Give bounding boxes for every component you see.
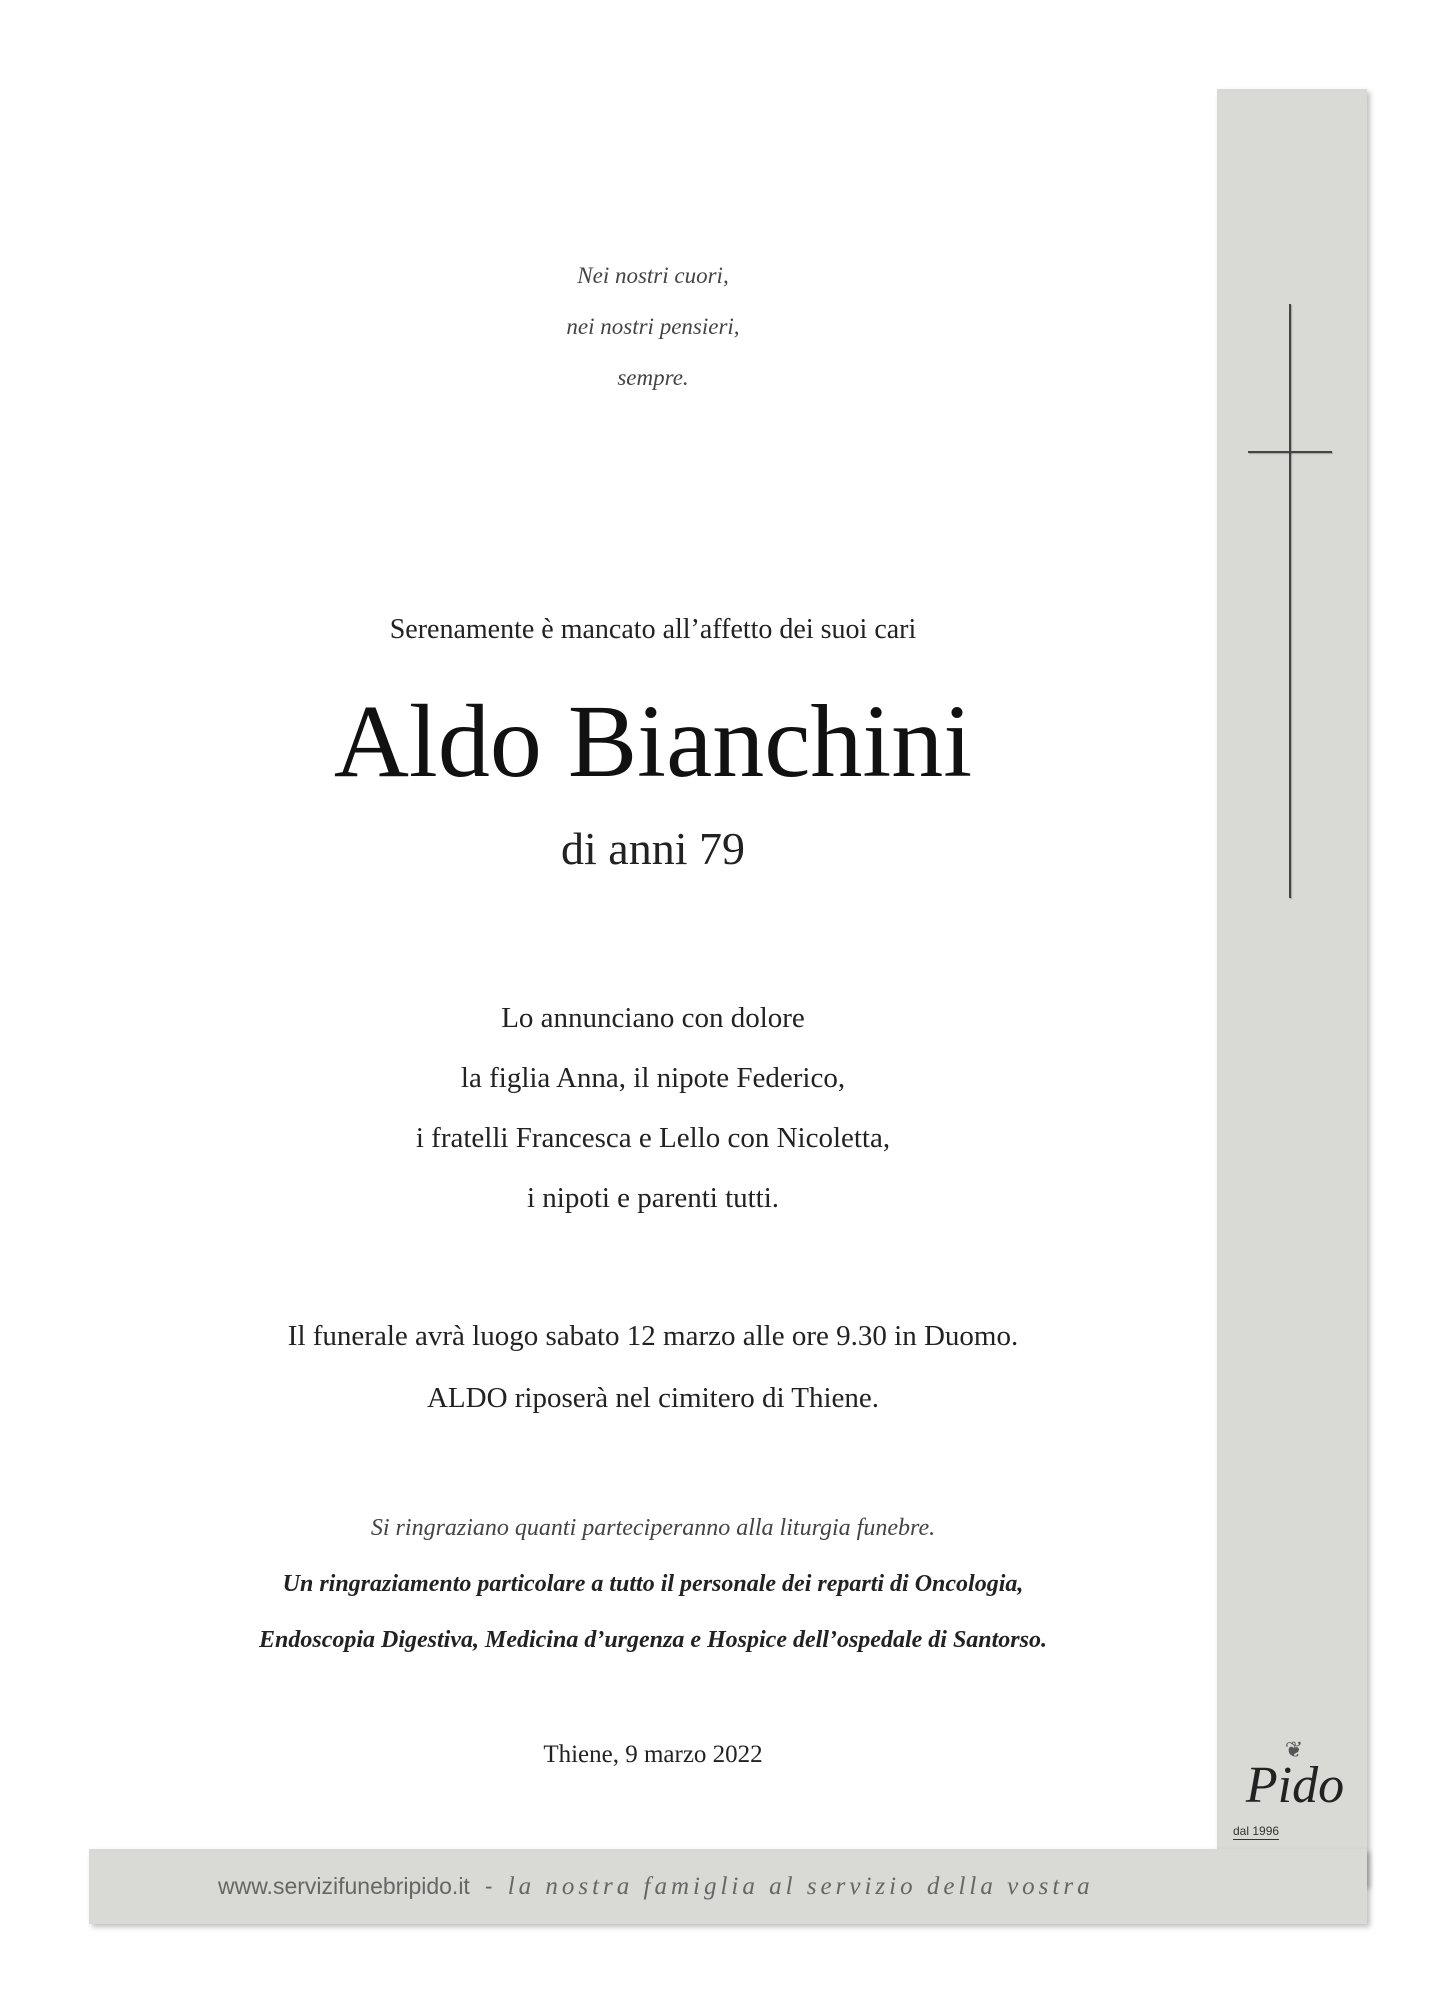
poem-line: sempre. [617, 365, 689, 390]
footer-separator: - [484, 1873, 493, 1899]
poem-line: Nei nostri cuori, [577, 263, 729, 288]
thanks-general: Si ringraziano quanti parteciperanno alla liturgia funebre. [370, 1515, 936, 1541]
company-logo [1230, 1738, 1360, 1843]
intro-text: Serenamente è mancato all’affetto dei suoi cari [389, 614, 917, 645]
footer-motto: la nostra famiglia al servizio della vostra [507, 1873, 1094, 1900]
funeral-info [89, 1305, 1217, 1429]
announcement-line: i fratelli Francesca e Lello con Nicoletta, [415, 1122, 891, 1154]
website-link[interactable]: www.servizifunebripido.it [218, 1873, 470, 1899]
logo-name: Pido [1245, 1757, 1345, 1814]
side-decorative-band [1217, 89, 1367, 1886]
cross-icon-bar [1248, 451, 1332, 453]
announcement-line: la figlia Anna, il nipote Federico, [460, 1062, 846, 1094]
footer [218, 1866, 1094, 1906]
deceased-age: di anni 79 [561, 823, 745, 874]
funeral-line: Il funerale avrà luogo sabato 12 marzo alle ore 9.30 in Duomo. [287, 1320, 1019, 1352]
funeral-line: ALDO riposerà nel cimitero di Thiene. [426, 1382, 880, 1414]
announcement [89, 988, 1217, 1228]
thanks-particular-line: Un ringraziamento particolare a tutto il personale dei reparti di Oncologia, [282, 1571, 1024, 1597]
cross-icon [1289, 304, 1291, 898]
place-date: Thiene, 9 marzo 2022 [543, 1741, 763, 1768]
poem [89, 250, 1217, 403]
logo-since: dal 1996 [1233, 1824, 1280, 1838]
deceased-name: Aldo Bianchini [333, 684, 973, 799]
announcement-line: i nipoti e parenti tutti. [526, 1182, 780, 1214]
announcement-line: Lo annunciano con dolore [501, 1002, 805, 1034]
thanks-section [89, 1500, 1217, 1668]
thanks-particular-line: Endoscopia Digestiva, Medicina d’urgenza e Hospice dell’ospedale di Santorso. [259, 1627, 1047, 1653]
wreath-icon: ❦ [1284, 1738, 1304, 1763]
poem-line: nei nostri pensieri, [566, 314, 740, 339]
